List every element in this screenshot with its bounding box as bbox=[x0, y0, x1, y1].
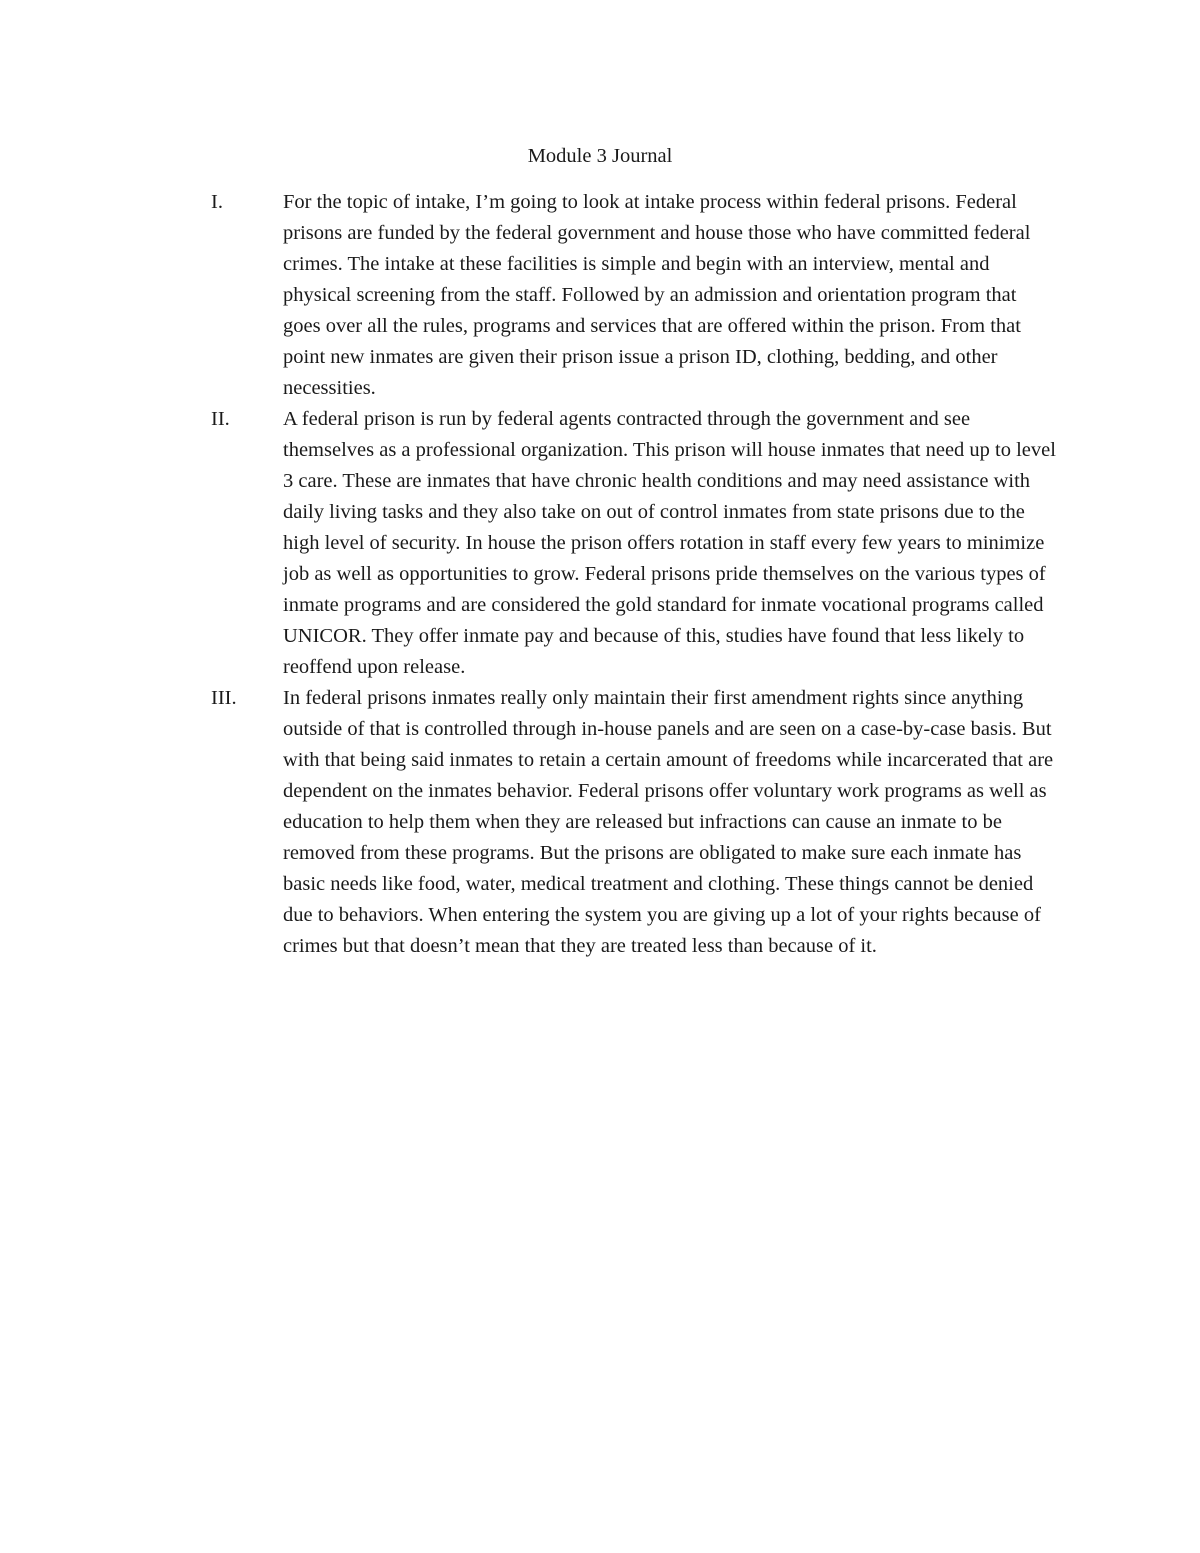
section-numeral: I. bbox=[211, 191, 223, 213]
section-text: For the topic of intake, I’m going to look at intake process within federal prisons. Federal prisons are funded by the federal government and house those who have committed federal crimes. The intake at these facilities is simple and begin with an interview, mental and physical screening from the staff. Followed by an admission and orientation program that goes over all the rules, programs and services that are offered within the prison. From that point new inmates are given their prison issue a prison ID, clothing, bedding, and other necessities. bbox=[283, 191, 1031, 399]
section-1 bbox=[0, 187, 1200, 404]
section-2 bbox=[0, 404, 1200, 683]
section-numeral: III. bbox=[211, 687, 237, 709]
section-numeral: II. bbox=[211, 408, 230, 430]
document-title: Module 3 Journal bbox=[527, 145, 673, 167]
section-text: A federal prison is run by federal agents contracted through the government and see themselves as a professional organization. This prison will house inmates that need up to level 3 care. These are inmates that have chronic health conditions and may need assistance with daily living tasks and they also take on out of control inmates from state prisons due to the high level of security. In house the prison offers rotation in staff every few years to minimize job as well as opportunities to grow. Federal prisons pride themselves on the various types of inmate programs and are considered the gold standard for inmate vocational programs called UNICOR. They offer inmate pay and because of this, studies have found that less likely to reoffend upon release. bbox=[283, 408, 1056, 678]
section-list bbox=[0, 187, 1200, 962]
section-text: In federal prisons inmates really only maintain their first amendment rights since anything outside of that is controlled through in-house panels and are seen on a case-by-case basis. But with that being said inmates to retain a certain amount of freedoms while incarcerated that are dependent on the inmates behavior. Federal prisons offer voluntary work programs as well as education to help them when they are released but infractions can cause an inmate to be removed from these programs. But the prisons are obligated to make sure each inmate has basic needs like food, water, medical treatment and clothing. These things cannot be denied due to behaviors. When entering the system you are giving up a lot of your rights because of crimes but that doesn’t mean that they are treated less than because of it. bbox=[283, 687, 1054, 957]
section-3 bbox=[0, 683, 1200, 962]
